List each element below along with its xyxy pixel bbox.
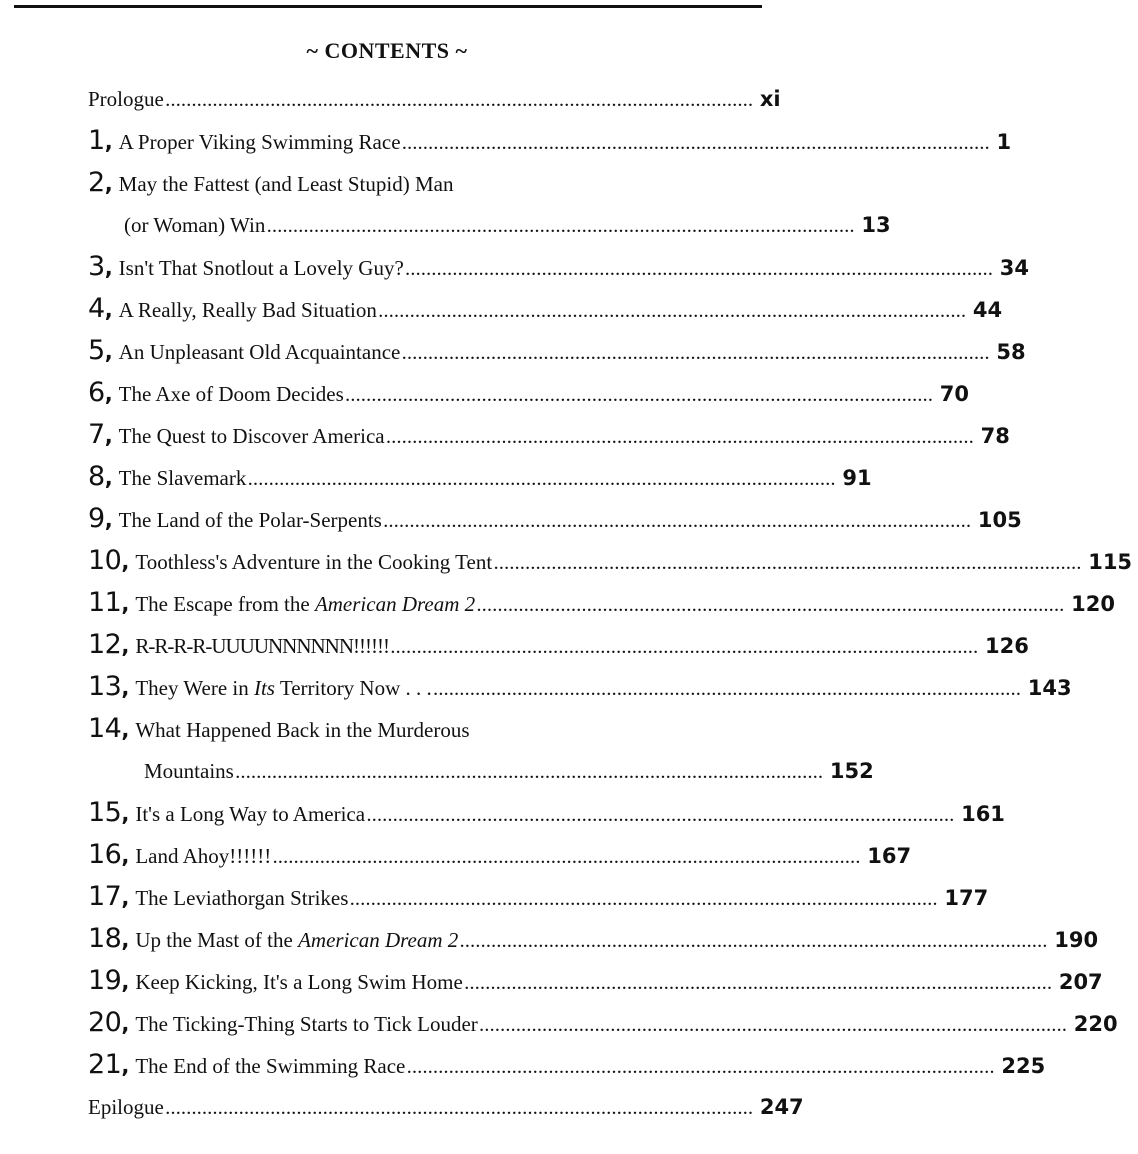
entry-page: 190 <box>1054 928 1099 952</box>
toc-entry-7 <box>88 414 1010 456</box>
chapter-number-comma: , <box>104 172 113 196</box>
entry-title <box>135 583 475 625</box>
toc-entry-12 <box>88 624 1029 666</box>
chapter-number-comma: , <box>121 844 130 868</box>
dot-leader: ................................................................................................................ <box>402 347 991 363</box>
entry-title-text-after: Territory Now . . . <box>274 676 432 700</box>
toc-entry-10 <box>88 540 1133 582</box>
entry-page: 120 <box>1071 592 1115 616</box>
toc-entry-18 <box>88 918 1099 960</box>
chapter-number: 17 <box>88 881 122 912</box>
dot-leader: ................................................................................................................ <box>248 473 837 489</box>
chapter-number-comma: , <box>121 928 130 952</box>
toc-entry-2 <box>88 162 698 204</box>
chapter-number-comma: , <box>104 508 113 532</box>
toc-list <box>88 78 1133 1128</box>
entry-title: R-R-R-R-UUUUNNNNNN!!!!!! <box>135 634 389 658</box>
entry-page: 161 <box>961 802 1005 826</box>
chapter-number-comma: , <box>121 592 130 616</box>
toc-entry-5 <box>88 330 1026 372</box>
chapter-number: 1 <box>88 125 105 156</box>
entry-page: 220 <box>1073 1012 1118 1036</box>
chapter-number: 13 <box>88 671 122 702</box>
entry-title: The Quest to Discover America <box>118 424 385 448</box>
dot-leader: ................................................................................................................ <box>407 1061 996 1077</box>
entry-page: 152 <box>829 759 874 783</box>
dot-leader: ................................................................................................................ <box>479 1019 1068 1035</box>
chapter-number: 5 <box>88 335 105 366</box>
toc-entry-8 <box>88 456 872 498</box>
entry-title: May the Fattest (and Least Stupid) Man <box>118 172 454 196</box>
toc-entry-6 <box>88 372 970 414</box>
entry-page: 177 <box>944 886 989 910</box>
entry-title: (or Woman) Win <box>124 213 266 237</box>
chapter-number: 20 <box>88 1007 122 1038</box>
entry-title: Prologue <box>88 87 164 111</box>
entry-page: 247 <box>759 1095 804 1119</box>
entry-title-text: The Escape from the <box>135 592 315 616</box>
chapter-number: 14 <box>88 713 122 744</box>
entry-page: 126 <box>984 634 1029 658</box>
entry-title: The Slavemark <box>118 466 247 490</box>
entry-title: The Axe of Doom Decides <box>118 382 344 406</box>
entry-page: 44 <box>972 298 1003 322</box>
entry-page: 91 <box>842 466 872 490</box>
toc-entry-14-continuation <box>88 750 874 792</box>
chapter-number-comma: , <box>104 424 113 448</box>
dot-leader: ................................................................................................................ <box>464 977 1053 993</box>
dot-leader: ................................................................................................................ <box>165 1102 754 1118</box>
chapter-number-comma: , <box>121 718 130 742</box>
chapter-number: 21 <box>88 1049 122 1080</box>
entry-title: A Really, Really Bad Situation <box>118 298 377 322</box>
entry-page: 78 <box>980 424 1010 448</box>
entry-title-italic: Its <box>253 676 275 700</box>
toc-entry-21 <box>88 1044 1046 1086</box>
entry-title: Isn't That Snotlout a Lovely Guy? <box>118 256 404 280</box>
dot-leader: ................................................................................................................ <box>494 557 1083 573</box>
chapter-number-comma: , <box>104 340 113 364</box>
dot-leader: ................................................................................................................ <box>235 766 824 782</box>
toc-entry-2-continuation <box>88 204 891 246</box>
chapter-number: 16 <box>88 839 122 870</box>
toc-entry-14 <box>88 708 698 750</box>
entry-title <box>135 919 458 961</box>
entry-page: 13 <box>861 213 891 237</box>
dot-leader: ................................................................................................................ <box>350 893 939 909</box>
entry-title: Mountains <box>144 759 234 783</box>
entry-page: 34 <box>999 256 1030 280</box>
dot-leader: ................................................................................................................ <box>405 263 994 279</box>
chapter-number-comma: , <box>121 550 130 574</box>
entry-title: A Proper Viking Swimming Race <box>118 130 401 154</box>
chapter-number-comma: , <box>121 1054 130 1078</box>
entry-title: An Unpleasant Old Acquaintance <box>118 340 401 364</box>
chapter-number-comma: , <box>121 970 130 994</box>
entry-page: 167 <box>867 844 912 868</box>
chapter-number: 8 <box>88 461 105 492</box>
toc-entry-4 <box>88 288 1003 330</box>
chapter-number: 10 <box>88 545 122 576</box>
chapter-number: 19 <box>88 965 122 996</box>
chapter-number: 7 <box>88 419 105 450</box>
toc-entry-1 <box>88 120 1012 162</box>
chapter-number: 6 <box>88 377 105 408</box>
toc-entry-15 <box>88 792 1005 834</box>
chapter-number-comma: , <box>104 466 113 490</box>
toc-entry-prologue <box>88 78 781 120</box>
entry-title: The Ticking-Thing Starts to Tick Louder <box>135 1012 478 1036</box>
chapter-number: 3 <box>88 251 105 282</box>
entry-title: What Happened Back in the Murderous <box>135 718 470 742</box>
entry-title <box>135 667 431 709</box>
entry-page: 115 <box>1088 550 1133 574</box>
toc-entry-3 <box>88 246 1030 288</box>
entry-title-italic: American Dream 2 <box>298 928 459 952</box>
dot-leader: ................................................................................................................ <box>390 641 979 657</box>
toc-entry-19 <box>88 960 1103 1002</box>
dot-leader: ................................................................................................................ <box>378 305 967 321</box>
dot-leader: ................................................................................................................ <box>345 389 934 405</box>
entry-title-text: Up the Mast of the <box>135 928 299 952</box>
toc-entry-17 <box>88 876 989 918</box>
entry-title: The Land of the Polar-Serpents <box>118 508 382 532</box>
chapter-number: 15 <box>88 797 122 828</box>
entry-title: Epilogue <box>88 1095 164 1119</box>
chapter-number: 18 <box>88 923 122 954</box>
chapter-number-comma: , <box>104 130 113 154</box>
dot-leader: ................................................................................................................ <box>367 809 956 825</box>
chapter-number-comma: , <box>121 1012 130 1036</box>
toc-entry-9 <box>88 498 1022 540</box>
entry-title-text: They Were in <box>135 676 254 700</box>
entry-title: It's a Long Way to America <box>135 802 366 826</box>
dot-leader: ................................................................................................................ <box>273 851 862 867</box>
chapter-number-comma: , <box>104 298 113 322</box>
contents-heading: ~ CONTENTS ~ <box>306 38 468 63</box>
dot-leader: ................................................................................................................ <box>402 137 991 153</box>
toc-entry-13 <box>88 666 1072 708</box>
chapter-number-comma: , <box>121 676 130 700</box>
entry-title: Land Ahoy!!!!!! <box>135 844 272 868</box>
dot-leader: ................................................................................................................ <box>267 220 856 236</box>
chapter-number: 4 <box>88 293 105 324</box>
chapter-number-comma: , <box>121 886 130 910</box>
entry-title-italic: American Dream 2 <box>314 592 476 616</box>
toc-entry-20 <box>88 1002 1118 1044</box>
chapter-number: 9 <box>88 503 105 534</box>
dot-leader: ................................................................................................................ <box>460 935 1049 951</box>
chapter-number-comma: , <box>104 382 113 406</box>
dot-leader: ................................................................................................................ <box>433 683 1022 699</box>
entry-page: 143 <box>1027 676 1072 700</box>
dot-leader: ................................................................................................................ <box>386 431 975 447</box>
entry-page: 1 <box>996 130 1012 154</box>
chapter-number-comma: , <box>121 634 130 658</box>
toc-entry-epilogue <box>88 1086 804 1128</box>
entry-page: 207 <box>1058 970 1103 994</box>
entry-page: 70 <box>939 382 970 406</box>
toc-entry-11 <box>88 582 1115 624</box>
chapter-number: 2 <box>88 167 105 198</box>
entry-title: The Leviathorgan Strikes <box>135 886 349 910</box>
top-rule <box>14 5 762 8</box>
chapter-number: 11 <box>88 587 122 618</box>
chapter-number-comma: , <box>121 802 130 826</box>
entry-page: 225 <box>1001 1054 1046 1078</box>
dot-leader: ................................................................................................................ <box>383 515 972 531</box>
entry-title: The End of the Swimming Race <box>135 1054 406 1078</box>
entry-title: Toothless's Adventure in the Cooking Tent <box>135 550 493 574</box>
entry-page: 58 <box>996 340 1026 364</box>
dot-leader: ................................................................................................................ <box>165 94 754 110</box>
entry-page: xi <box>759 87 781 111</box>
dot-leader: ................................................................................................................ <box>477 599 1066 615</box>
chapter-number: 12 <box>88 629 122 660</box>
entry-title: Keep Kicking, It's a Long Swim Home <box>135 970 463 994</box>
entry-page: 105 <box>977 508 1022 532</box>
toc-entry-16 <box>88 834 912 876</box>
chapter-number-comma: , <box>104 256 113 280</box>
